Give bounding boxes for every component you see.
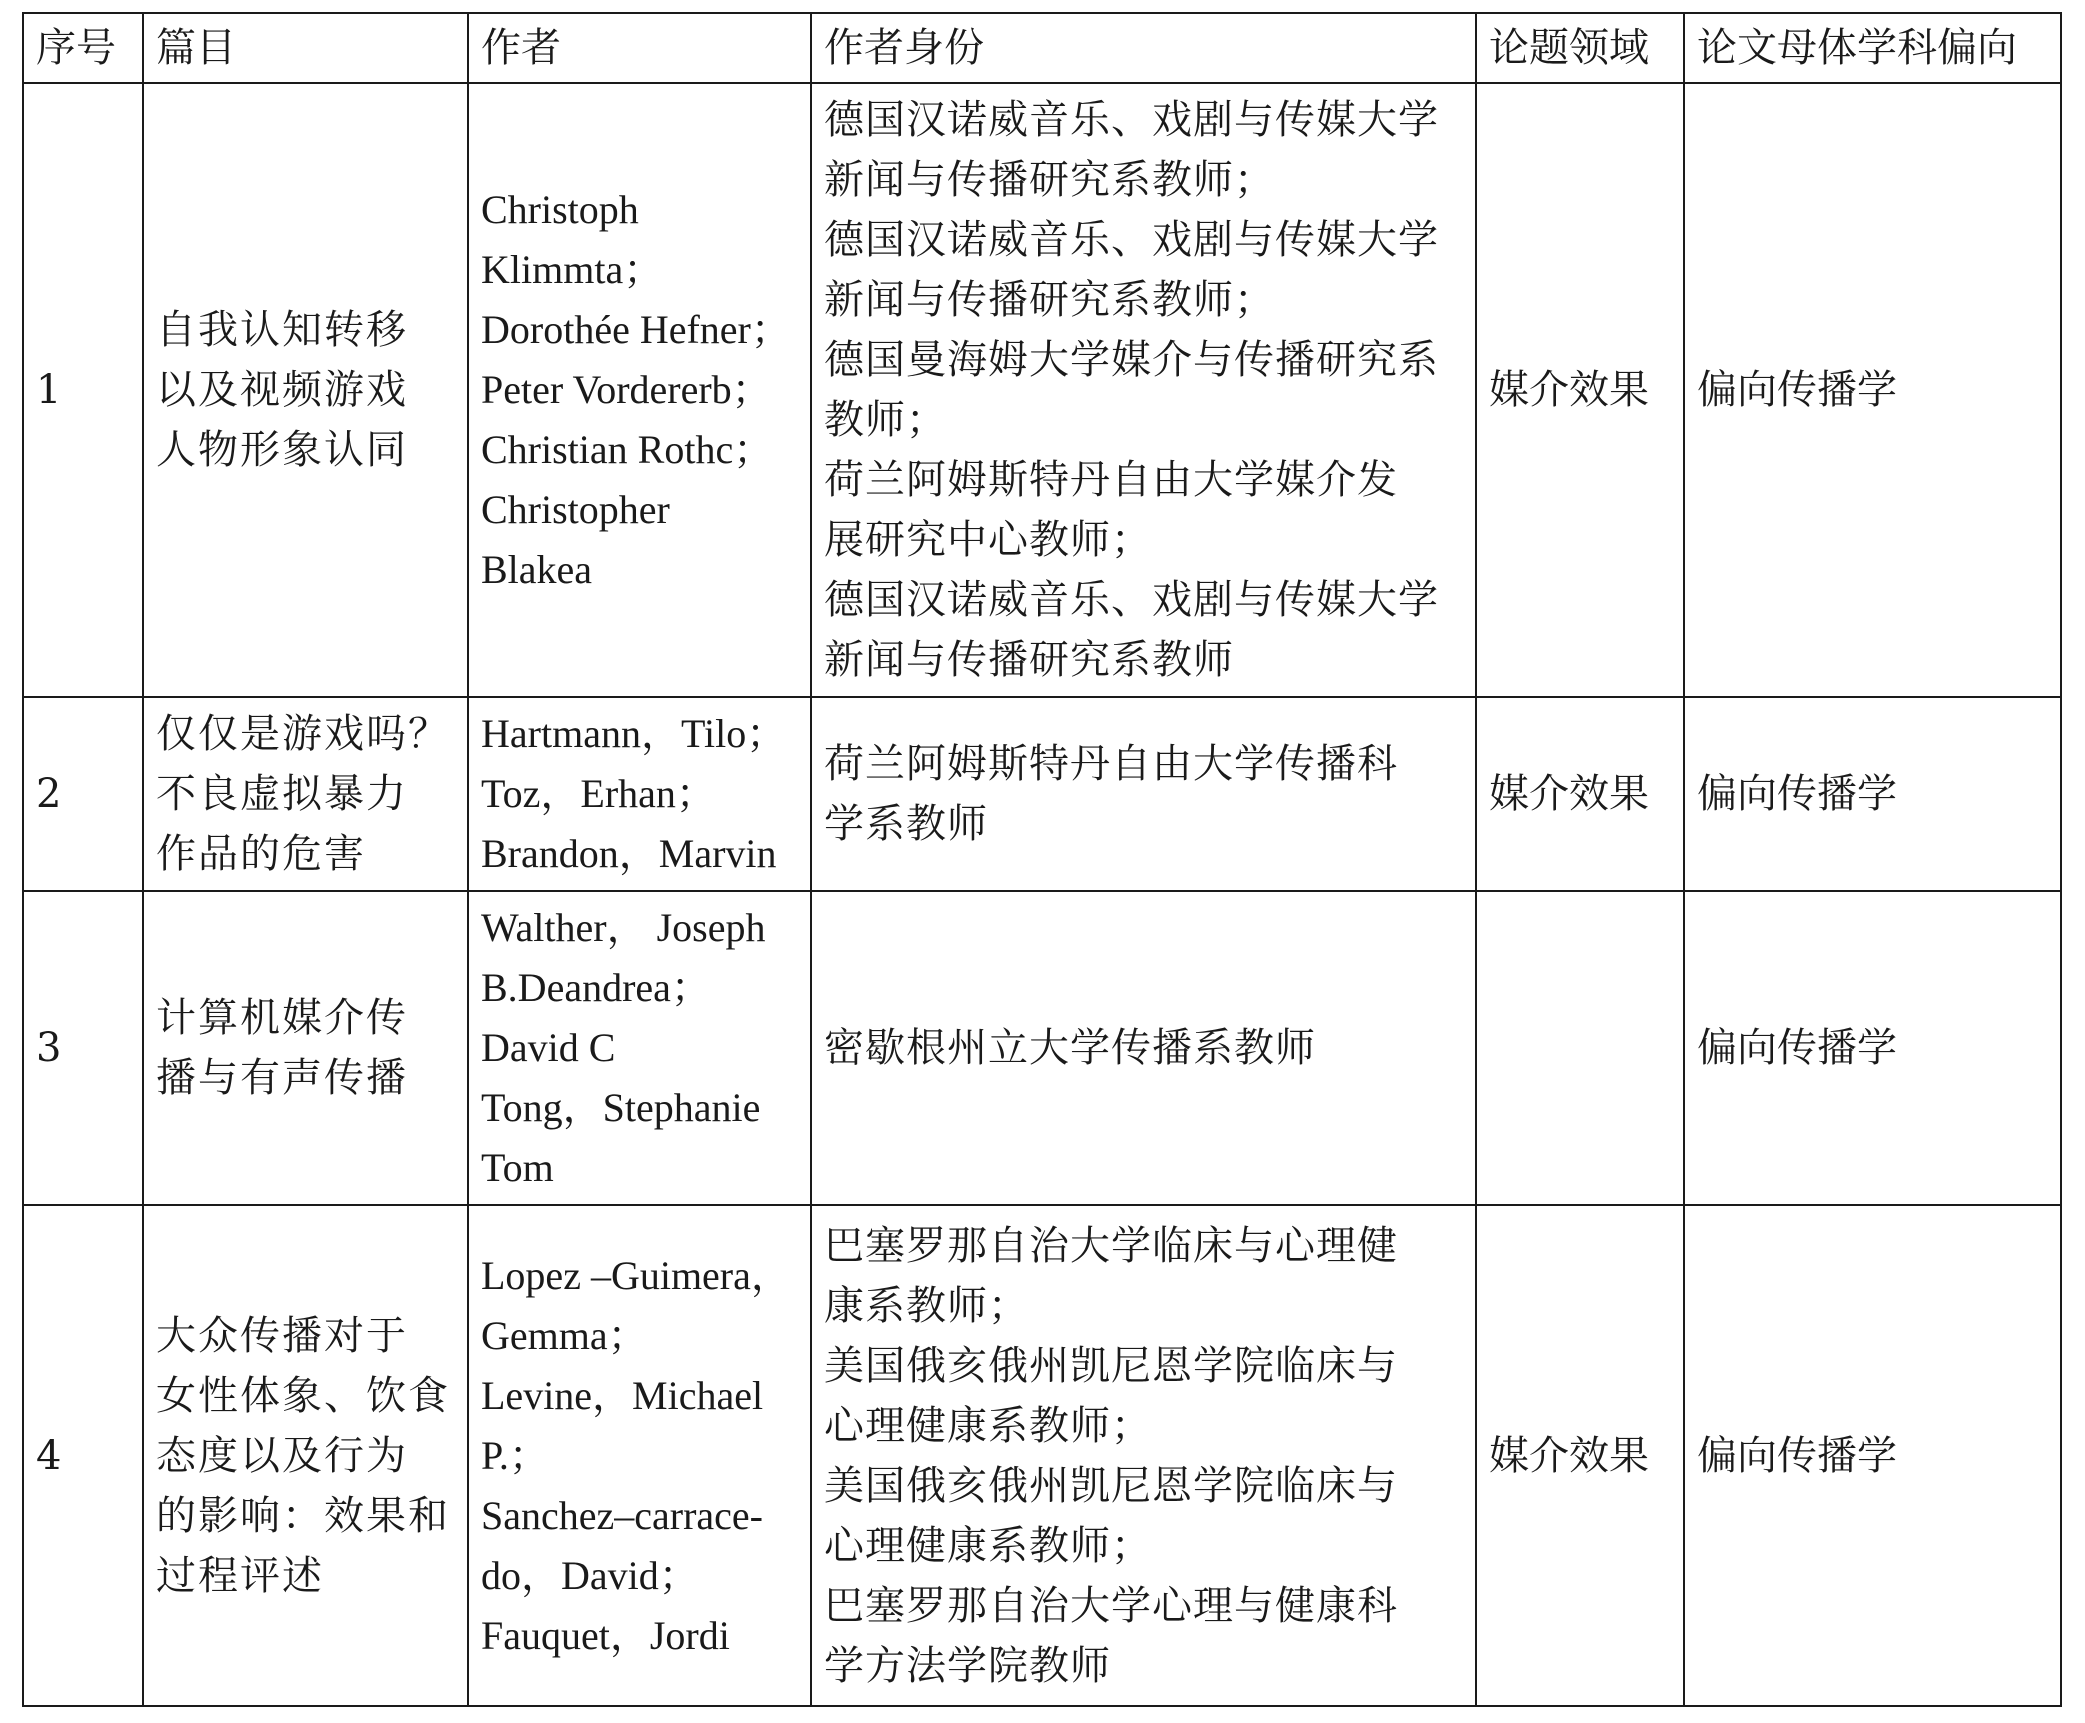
author-line: Christoph	[481, 187, 639, 232]
header-field: 论题领域	[1476, 13, 1684, 83]
author-line: Klimmta；	[481, 247, 664, 292]
topic-field: 媒介效果	[1476, 83, 1684, 697]
topic-field: 媒介效果	[1476, 1205, 1684, 1706]
author-line: Lopez –Guimera，	[481, 1252, 791, 1298]
title-line: 女性体象、饮食	[156, 1372, 450, 1419]
header-discipline: 论文母体学科偏向	[1684, 13, 2061, 83]
row-number: 1	[23, 83, 143, 697]
affiliation-line: 学方法学院教师	[824, 1642, 1111, 1689]
affiliation-line: 展研究中心教师；	[824, 517, 1152, 563]
authors	[468, 1205, 811, 1706]
data-table	[22, 12, 2062, 1707]
article-title	[143, 83, 468, 697]
author-line: Brandon，Marvin	[481, 831, 777, 876]
title-line: 自我认知转移	[156, 307, 408, 353]
author-affiliations	[811, 83, 1476, 697]
author-line: Toz，Erhan；	[481, 771, 716, 816]
affiliation-line: 心理健康系教师；	[824, 1522, 1152, 1569]
author-line: Christian Rothc；	[481, 427, 774, 472]
author-line: Fauquet，Jordi	[481, 1612, 730, 1658]
author-line: Tong，Stephanie	[481, 1085, 761, 1130]
affiliation-line: 巴塞罗那自治大学临床与心理健	[824, 1222, 1398, 1269]
author-line: B.Deandrea；	[481, 965, 711, 1010]
author-line: Peter Vordererb；	[481, 367, 772, 412]
author-line: do，David；	[481, 1552, 699, 1598]
header-no: 序号	[23, 13, 143, 83]
title-line: 计算机媒介传	[156, 995, 408, 1041]
table-row	[23, 1205, 2061, 1706]
author-line: Levine，Michael	[481, 1372, 764, 1418]
title-line: 态度以及行为	[156, 1432, 408, 1479]
authors	[468, 891, 811, 1205]
title-line: 作品的危害	[156, 831, 366, 877]
author-affiliations	[811, 1205, 1476, 1706]
affiliation-line: 德国曼海姆大学媒介与传播研究系	[824, 337, 1439, 383]
row-number: 4	[23, 1205, 143, 1706]
affiliation-line: 密歇根州立大学传播系教师	[824, 1025, 1316, 1071]
affiliation-line: 学系教师	[824, 801, 988, 847]
header-title: 篇目	[143, 13, 468, 83]
title-line: 以及视频游戏	[156, 367, 408, 413]
author-line: Sanchez–carrace-	[481, 1492, 763, 1538]
affiliation-line: 新闻与传播研究系教师	[824, 637, 1234, 683]
affiliation-line: 心理健康系教师；	[824, 1402, 1152, 1449]
authors	[468, 697, 811, 891]
affiliation-line: 美国俄亥俄州凯尼恩学院临床与	[824, 1462, 1398, 1509]
author-line: Gemma；	[481, 1312, 648, 1358]
author-line: P.；	[481, 1432, 549, 1478]
topic-field	[1476, 891, 1684, 1205]
header-authors: 作者	[468, 13, 811, 83]
row-number: 3	[23, 891, 143, 1205]
article-title	[143, 1205, 468, 1706]
author-affiliations	[811, 891, 1476, 1205]
author-line: Hartmann，Tilo；	[481, 711, 787, 756]
discipline-orientation: 偏向传播学	[1684, 697, 2061, 891]
title-line: 人物形象认同	[156, 427, 408, 473]
author-line: Dorothée Hefner；	[481, 307, 791, 352]
title-line: 不良虚拟暴力	[156, 771, 408, 817]
affiliation-line: 美国俄亥俄州凯尼恩学院临床与	[824, 1342, 1398, 1389]
title-line: 过程评述	[156, 1552, 324, 1599]
author-line: David C	[481, 1025, 616, 1070]
affiliation-line: 德国汉诺威音乐、戏剧与传媒大学	[824, 217, 1439, 263]
author-line: Tom	[481, 1145, 554, 1190]
discipline-orientation: 偏向传播学	[1684, 1205, 2061, 1706]
discipline-orientation: 偏向传播学	[1684, 83, 2061, 697]
affiliation-line: 巴塞罗那自治大学心理与健康科	[824, 1582, 1398, 1629]
title-line: 播与有声传播	[156, 1055, 408, 1101]
table-row	[23, 83, 2061, 697]
affiliation-line: 新闻与传播研究系教师；	[824, 157, 1275, 203]
article-title	[143, 891, 468, 1205]
author-line: Walther， Joseph	[481, 905, 766, 950]
header-affiliations: 作者身份	[811, 13, 1476, 83]
affiliation-line: 教师；	[824, 397, 947, 443]
title-line: 的影响：效果和	[156, 1492, 450, 1539]
discipline-orientation: 偏向传播学	[1684, 891, 2061, 1205]
author-affiliations	[811, 697, 1476, 891]
authors	[468, 83, 811, 697]
row-number: 2	[23, 697, 143, 891]
header-row	[23, 13, 2061, 83]
title-line: 大众传播对于	[156, 1312, 408, 1359]
affiliation-line: 德国汉诺威音乐、戏剧与传媒大学	[824, 97, 1439, 143]
affiliation-line: 荷兰阿姆斯特丹自由大学传播科	[824, 741, 1398, 787]
title-line: 仅仅是游戏吗？	[156, 711, 450, 757]
affiliation-line: 荷兰阿姆斯特丹自由大学媒介发	[824, 457, 1398, 503]
affiliation-line: 康系教师；	[824, 1282, 1029, 1329]
author-line: Blakea	[481, 547, 593, 592]
table-row	[23, 891, 2061, 1205]
author-line: Christopher	[481, 487, 670, 532]
article-title	[143, 697, 468, 891]
table-row	[23, 697, 2061, 891]
topic-field: 媒介效果	[1476, 697, 1684, 891]
affiliation-line: 德国汉诺威音乐、戏剧与传媒大学	[824, 577, 1439, 623]
affiliation-line: 新闻与传播研究系教师；	[824, 277, 1275, 323]
